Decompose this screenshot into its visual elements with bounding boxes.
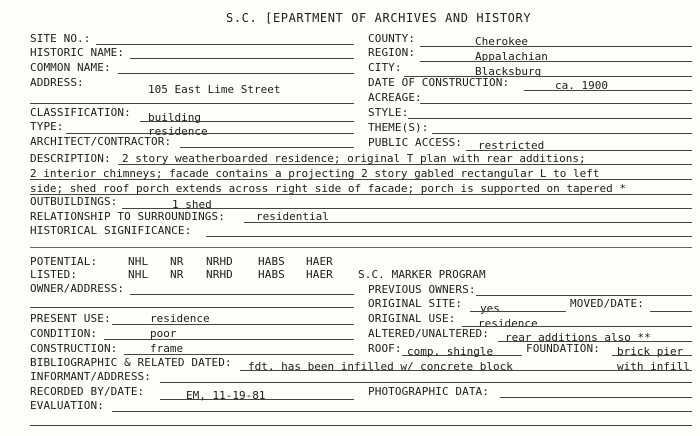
description-line-3: side; shed roof porch extends across right side of facade; porch is supported on tapered *	[30, 182, 627, 195]
type-label: TYPE:	[30, 120, 64, 133]
acreage-label: ACREAGE:	[368, 91, 422, 104]
owner-address-label: OWNER/ADDRESS:	[30, 282, 125, 295]
listed-nrhd: NRHD	[206, 268, 233, 281]
original-site-value: yes	[480, 302, 500, 315]
owner-address-line	[130, 294, 354, 295]
potential-label: POTENTIAL:	[30, 255, 98, 268]
original-site-label: ORIGINAL SITE:	[368, 297, 463, 310]
roof-line	[402, 355, 522, 356]
site-no-line	[96, 44, 354, 45]
evaluation-label: EVALUATION:	[30, 399, 104, 412]
common-name-label: COMMON NAME:	[30, 61, 111, 74]
construction-label: CONSTRUCTION:	[30, 342, 118, 355]
public-access-value: restricted	[478, 139, 545, 152]
roof-label: ROOF:	[368, 342, 402, 355]
date-construction-line	[524, 90, 692, 91]
condition-line	[104, 339, 354, 340]
bibliographic-continued: with infill	[617, 360, 690, 373]
historical-significance-line	[206, 236, 692, 237]
listed-nhl: NHL	[128, 268, 149, 281]
present-use-value: residence	[150, 312, 210, 325]
outbuildings-line	[122, 208, 692, 209]
foundation-line	[612, 355, 692, 356]
date-construction-value: ca. 1900	[555, 79, 608, 92]
description-rule-1	[118, 164, 692, 165]
recorded-by-line	[160, 399, 354, 400]
style-line	[408, 118, 692, 119]
architect-line	[180, 147, 354, 148]
classification-label: CLASSIFICATION:	[30, 106, 131, 119]
evaluation-line-2	[30, 425, 692, 426]
historic-name-label: HISTORIC NAME:	[30, 46, 125, 59]
themes-label: THEME(S):	[368, 121, 429, 134]
potential-nrhd: NRHD	[206, 255, 233, 268]
classification-line	[140, 121, 354, 122]
present-use-line	[112, 324, 354, 325]
construction-value: frame	[150, 342, 184, 355]
outbuildings-label: OUTBUILDINGS:	[30, 195, 118, 208]
acreage-line	[420, 103, 692, 104]
owner-address-line-2	[30, 307, 354, 308]
description-line-2: 2 interior chimneys; facade contains a projecting 2 story gabled rectangular L to left	[30, 167, 600, 180]
relationship-label: RELATIONSHIP TO SURROUNDINGS:	[30, 210, 225, 223]
style-label: STYLE:	[368, 106, 409, 119]
county-line	[420, 46, 692, 47]
description-rule-3	[30, 194, 692, 195]
original-use-value: residence	[478, 317, 538, 330]
present-use-label: PRESENT USE:	[30, 312, 111, 325]
themes-line	[432, 133, 692, 134]
common-name-line	[118, 73, 354, 74]
description-line-1: 2 story weatherboarded residence; original T plan with rear additions;	[122, 152, 586, 165]
listed-label: LISTED:	[30, 268, 78, 281]
recorded-by-label: RECORDED BY/DATE:	[30, 385, 145, 398]
potential-nr: NR	[170, 255, 184, 268]
form-title: S.C. [EPARTMENT OF ARCHIVES AND HISTORY	[226, 11, 532, 25]
informant-label: INFORMANT/ADDRESS:	[30, 370, 152, 383]
site-no-label: SITE NO.:	[30, 32, 91, 45]
potential-haer: HAER	[306, 255, 333, 268]
relationship-value: residential	[256, 210, 329, 223]
condition-value: poor	[150, 327, 177, 340]
potential-nhl: NHL	[128, 255, 149, 268]
date-construction-label: DATE OF CONSTRUCTION:	[368, 76, 510, 89]
relationship-line	[244, 222, 692, 223]
original-use-label: ORIGINAL USE:	[368, 312, 456, 325]
region-value: Appalachian	[475, 50, 548, 63]
bibliographic-line	[240, 370, 692, 371]
recorded-by-value: EM, 11-19-81	[186, 389, 266, 402]
description-rule-2	[30, 179, 692, 180]
region-label: REGION:	[368, 46, 416, 59]
public-access-line	[466, 150, 692, 151]
original-use-line	[462, 326, 692, 327]
bibliographic-value: fdt. has been infilled w/ concrete block	[248, 360, 513, 373]
informant-line	[160, 382, 692, 383]
altered-value: rear additions also **	[505, 331, 651, 344]
marker-program-label: S.C. MARKER PROGRAM	[358, 268, 486, 281]
original-site-line	[470, 311, 566, 312]
previous-owners-label: PREVIOUS OWNERS:	[368, 283, 476, 296]
city-label: CITY:	[368, 61, 402, 74]
bibliographic-label: BIBLIOGRAPHIC & RELATED DATED:	[30, 356, 232, 369]
listed-haer: HAER	[306, 268, 333, 281]
foundation-label: FOUNDATION:	[526, 342, 600, 355]
historical-significance-label: HISTORICAL SIGNIFICANCE:	[30, 224, 192, 237]
previous-owners-line	[476, 295, 692, 296]
type-value: residence	[148, 125, 208, 138]
evaluation-line	[112, 411, 692, 412]
listed-nr: NR	[170, 268, 184, 281]
outbuildings-value: 1 shed	[172, 198, 212, 211]
section-divider-1	[30, 247, 692, 248]
city-value: Blacksburg	[475, 65, 542, 78]
classification-value: building	[148, 111, 201, 124]
architect-label: ARCHITECT/CONTRACTOR:	[30, 135, 172, 148]
photographic-data-label: PHOTOGRAPHIC DATA:	[368, 385, 490, 398]
address-label: ADDRESS:	[30, 76, 84, 89]
description-label: DESCRIPTION:	[30, 152, 111, 165]
address-line	[30, 103, 354, 104]
type-line	[66, 133, 354, 134]
condition-label: CONDITION:	[30, 327, 98, 340]
roof-value: comp. shingle	[407, 345, 494, 358]
listed-habs: HABS	[258, 268, 285, 281]
moved-date-line	[650, 311, 692, 312]
public-access-label: PUBLIC ACCESS:	[368, 136, 463, 149]
region-line	[420, 61, 692, 62]
county-value: Cherokee	[475, 35, 528, 48]
foundation-value: brick pier	[617, 345, 684, 358]
potential-habs: HABS	[258, 255, 285, 268]
photographic-data-line	[500, 397, 692, 398]
historic-name-line	[130, 58, 354, 59]
altered-label: ALTERED/UNALTERED:	[368, 327, 490, 340]
construction-line	[124, 354, 354, 355]
moved-date-label: MOVED/DATE:	[570, 297, 644, 310]
county-label: COUNTY:	[368, 32, 416, 45]
address-value: 105 East Lime Street	[148, 83, 281, 96]
